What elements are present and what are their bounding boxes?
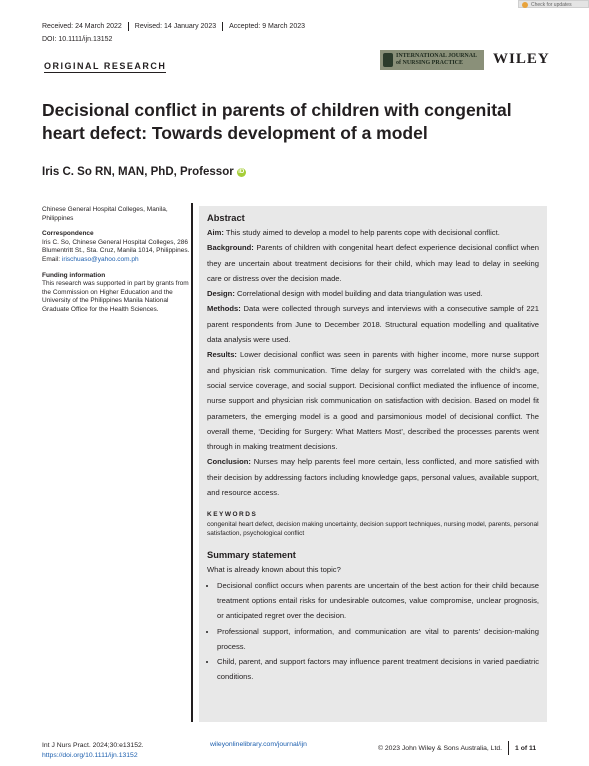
abstract-conclusion: Conclusion: Nurses may help parents feel more certain, less conflicted, and more satisfied with their decision by addressing factors including knowledge gaps, personal values, available support, and resource access.	[207, 457, 539, 498]
abstract-background: Background: Parents of children with congenital heart defect experience decisional conflict when they are uncertain about treatment decisions for their child, which may lead to delay in seeking care or distress over the decision made.	[207, 243, 539, 283]
journal-logo-line2: of NURSING PRACTICE	[396, 60, 464, 66]
section-label: ORIGINAL RESEARCH	[44, 61, 167, 71]
journal-logo	[380, 50, 484, 70]
orcid-icon[interactable]: iD	[238, 168, 245, 175]
footer-citation-block	[42, 741, 144, 760]
journal-mark-icon	[383, 53, 393, 67]
footer-divider	[508, 741, 509, 755]
accepted-date: Accepted: 9 March 2023	[229, 23, 306, 30]
article-title: Decisional conflict in parents of children with congenital heart defect: Towards development of a model	[42, 100, 512, 143]
list-item: • Professional support, information, and communication are vital to parents' decision-making process.	[217, 624, 539, 655]
footer-site-link[interactable]: wileyonlinelibrary.com/journal/ijn	[210, 741, 307, 748]
list-item: • Child, parent, and support factors may influence parent treatment decisions in varied paediatric conditions.	[217, 654, 539, 685]
abstract-methods: Methods: Data were collected through surveys and interviews with a consecutive sample of 221 parent respondents from June to December 2018. Structural equation modelling and qualitative data analysis were used.	[207, 304, 539, 345]
summary-question: What is already known about this topic?	[207, 565, 341, 575]
article-dates	[42, 22, 317, 31]
column-divider	[191, 203, 193, 722]
keywords-heading: KEYWORDS	[207, 511, 258, 519]
funding-heading: Funding information	[42, 271, 106, 279]
page-number: 1 of 11	[515, 744, 537, 752]
affiliation: Chinese General Hospital Colleges, Manila, Philippines	[42, 206, 168, 222]
abstract-box	[199, 206, 547, 722]
correspondence-text: Iris C. So, Chinese General Hospital Colleges, 286 Blumentritt St., Sta. Cruz, Manila 1014, Philippines.	[42, 238, 190, 255]
funding-text: This research was supported in part by grants from the Commission on Higher Education and the University of the Philippines Manila National Graduate Office for the Health Sciences.	[42, 280, 189, 313]
summary-list	[207, 578, 539, 685]
author-line	[42, 166, 246, 178]
doi: DOI: 10.1111/ijn.13152	[42, 36, 113, 43]
revised-date: Revised: 14 January 2023	[135, 22, 223, 31]
correspondence-heading: Correspondence	[42, 230, 94, 238]
footer-citation: Int J Nurs Pract. 2024;30:e13152.	[42, 742, 144, 749]
footer-doi-link[interactable]: https://doi.org/10.1111/ijn.13152	[42, 751, 138, 759]
email-link[interactable]: irischuaso@yahoo.com.ph	[61, 255, 139, 263]
author-name: Iris C. So RN, MAN, PhD, Professor	[42, 166, 234, 178]
email-label: Email:	[42, 255, 61, 263]
check-for-updates-badge[interactable]: Check for updates	[518, 0, 589, 8]
list-item: • Decisional conflict occurs when parents are uncertain of the best action for their child because treatment options entail risks for undesirable outcomes, value compromise, unclear prognosis, or anticipated regret over the decision.	[217, 578, 539, 624]
footer-copyright: © 2023 John Wiley & Sons Australia, Ltd.	[378, 744, 503, 752]
keywords-text: congenital heart defect, decision making uncertainty, decision support techniques, nursing model, parents, personal satisfaction, psychological conflict	[207, 521, 539, 538]
abstract-heading: Abstract	[207, 213, 245, 223]
abstract-aim: Aim: This study aimed to develop a model to help parents cope with decisional conflict.	[207, 228, 500, 237]
received-date: Received: 24 March 2022	[42, 22, 129, 31]
footer-right	[378, 741, 536, 755]
publisher-logo: WILEY	[493, 51, 550, 67]
summary-heading: Summary statement	[207, 550, 296, 561]
abstract-design: Design: Correlational design with model building and data triangulation was used.	[207, 289, 483, 299]
journal-logo-line1: INTERNATIONAL JOURNAL	[396, 53, 478, 59]
abstract-results: Results: Lower decisional conflict was seen in parents with higher income, more nurse support and physician risk communication. Time delay for surgery was correlated with the child's age, social service coverage, and social support. Decisional conflict mediated the influence of income, nurse support and physician risk communication on satisfaction with decision. Based on model fit parameters, the emerging model is a good and parsimonious model of decisional conflict. The overall theme, ‘Deciding for Surgery: What Matters Most’, described the processes parents went through in making treatment decisions.	[207, 350, 539, 452]
email-line	[42, 256, 190, 265]
sidebar-info	[42, 206, 190, 315]
